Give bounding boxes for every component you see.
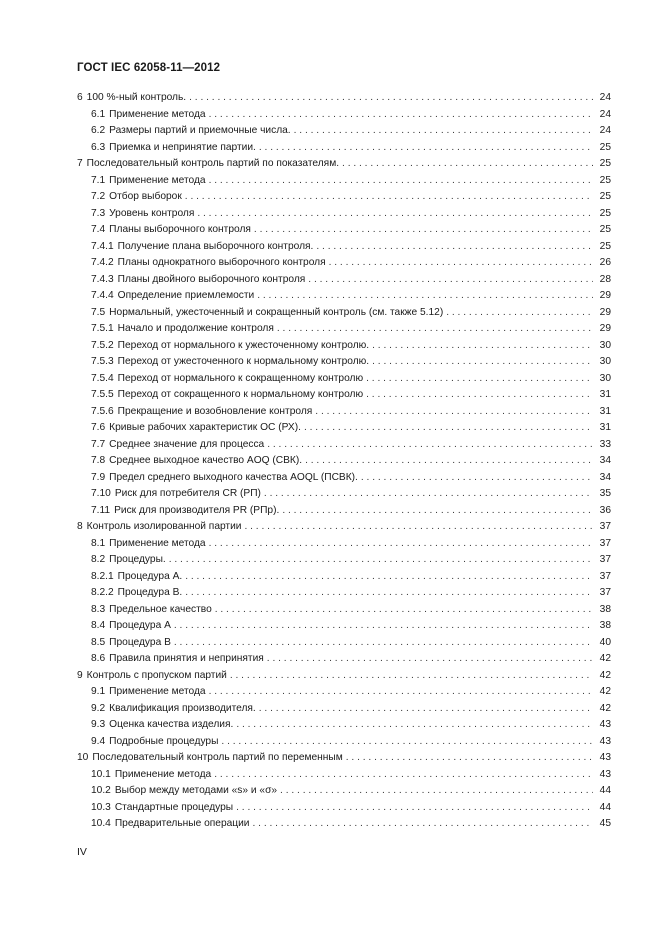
toc-leader-dots — [264, 486, 593, 503]
toc-entry-page: 25 — [599, 174, 611, 186]
toc-leader-dots — [372, 354, 593, 371]
toc-leader-dots — [236, 800, 593, 817]
toc-entry[interactable] — [77, 140, 611, 157]
toc-entry-number: 10 — [77, 752, 89, 763]
toc-entry-page: 25 — [599, 240, 611, 252]
toc-entry-number: 8.5 — [91, 636, 106, 648]
toc-entry-number: 7.5.3 — [91, 356, 114, 367]
toc-entry[interactable] — [77, 437, 611, 454]
toc-entry-number: 7.4.2 — [91, 257, 114, 268]
toc-entry-number: 7.4.3 — [91, 273, 114, 285]
toc-entry[interactable] — [77, 651, 611, 668]
toc-leader-dots — [209, 173, 593, 190]
toc-entry-number: 7.4.1 — [91, 240, 114, 252]
toc-leader-dots — [230, 668, 593, 685]
toc-leader-dots — [236, 717, 593, 734]
toc-entry-title: Переход от нормального к сокращенному контролю — [117, 372, 364, 384]
toc-leader-dots — [244, 519, 593, 536]
toc-entry[interactable] — [77, 107, 611, 124]
toc-entry-number: 9.1 — [91, 686, 106, 697]
toc-entry-title: Планы выборочного контроля — [109, 224, 251, 235]
toc-entry-page: 42 — [599, 686, 611, 697]
toc-entry[interactable] — [77, 354, 611, 371]
toc-entry[interactable] — [77, 470, 611, 487]
toc-entry-page: 30 — [599, 372, 611, 384]
toc-entry-number: 9.2 — [91, 702, 106, 714]
table-of-contents — [77, 90, 611, 833]
toc-entry-title: Размеры партий и приемочные числа. — [109, 125, 291, 136]
toc-entry-number: 7.11 — [91, 504, 111, 516]
toc-entry-number: 6.1 — [91, 108, 106, 120]
toc-entry-title: Отбор выборок — [109, 191, 182, 202]
toc-entry-title: Получение плана выборочного контроля. — [117, 240, 314, 252]
toc-leader-dots — [257, 288, 593, 305]
toc-entry-title: Применение метода — [109, 537, 206, 549]
toc-entry-number: 7.4.4 — [91, 290, 114, 301]
toc-leader-dots — [221, 734, 593, 751]
toc-entry-title: Последовательный контроль партий по переменным — [92, 752, 343, 763]
toc-entry-page: 38 — [599, 603, 611, 615]
toc-entry-title: Контроль с пропуском партий — [86, 669, 227, 681]
toc-entry-page: 25 — [599, 141, 611, 153]
toc-entry-title: Выбор между методами «s» и «σ» — [114, 785, 278, 796]
toc-entry[interactable] — [77, 123, 611, 140]
toc-entry-number: 6 — [77, 92, 83, 103]
toc-entry-title: Переход от ужесточенного к нормальному контролю. — [117, 356, 370, 367]
toc-entry-title: Уровень контроля — [109, 207, 195, 219]
toc-entry[interactable] — [77, 222, 611, 239]
toc-entry[interactable] — [77, 156, 611, 173]
toc-leader-dots — [215, 602, 593, 619]
toc-entry[interactable] — [77, 503, 611, 520]
toc-leader-dots — [267, 437, 593, 454]
toc-entry-page: 35 — [599, 488, 611, 499]
toc-entry-page: 31 — [599, 422, 611, 433]
toc-leader-dots — [361, 470, 593, 487]
toc-entry-page: 25 — [599, 207, 611, 219]
toc-entry-number: 8.3 — [91, 603, 106, 615]
toc-entry-number: 10.3 — [91, 801, 111, 813]
toc-entry-title: Контроль изолированной партии — [86, 521, 242, 532]
toc-entry-number: 9.3 — [91, 719, 106, 730]
toc-leader-dots — [280, 783, 593, 800]
toc-entry-number: 7.5 — [91, 306, 106, 318]
toc-leader-dots — [254, 222, 593, 239]
toc-entry-number: 7.6 — [91, 422, 106, 433]
toc-entry-title: Кривые рабочих характеристик ОС (РХ). — [109, 422, 301, 433]
toc-entry-title: Применение метода — [114, 768, 212, 780]
toc-entry-title: Определение приемлемости — [117, 290, 255, 301]
toc-entry[interactable] — [77, 701, 611, 718]
toc-entry[interactable] — [77, 305, 611, 322]
toc-leader-dots — [169, 552, 593, 569]
toc-entry-page: 34 — [599, 455, 611, 466]
toc-entry-page: 31 — [599, 389, 611, 400]
toc-entry[interactable] — [77, 800, 611, 817]
toc-leader-dots — [214, 767, 593, 784]
toc-entry-page: 42 — [599, 653, 611, 664]
toc-leader-dots — [366, 371, 593, 388]
toc-entry-number: 8.2.1 — [91, 570, 114, 582]
toc-entry-title: Риск для производителя PR (РПр). — [114, 504, 280, 516]
toc-entry-title: Предельное качество — [109, 603, 212, 615]
toc-leader-dots — [174, 618, 593, 635]
toc-entry[interactable] — [77, 816, 611, 833]
toc-leader-dots — [316, 239, 593, 256]
toc-entry-title: Процедура A — [109, 620, 171, 631]
toc-entry-number: 9 — [77, 669, 83, 681]
toc-entry-page: 24 — [599, 108, 611, 120]
toc-entry-page: 43 — [599, 752, 611, 763]
page-number-footer: IV — [77, 846, 87, 858]
toc-entry-number: 7.5.4 — [91, 372, 114, 384]
toc-entry[interactable] — [77, 684, 611, 701]
toc-entry[interactable] — [77, 206, 611, 223]
toc-leader-dots — [366, 387, 593, 404]
toc-entry[interactable] — [77, 189, 611, 206]
toc-leader-dots — [209, 684, 593, 701]
toc-entry[interactable] — [77, 453, 611, 470]
toc-leader-dots — [259, 701, 593, 718]
toc-leader-dots — [267, 651, 593, 668]
toc-entry[interactable] — [77, 321, 611, 338]
toc-entry[interactable] — [77, 486, 611, 503]
toc-entry-number: 9.4 — [91, 735, 106, 747]
toc-leader-dots — [259, 140, 593, 157]
toc-entry-page: 30 — [599, 339, 611, 351]
toc-entry-page: 34 — [599, 471, 611, 483]
toc-entry-title: Приемка и непринятие партии. — [109, 141, 256, 153]
toc-entry-title: Применение метода — [109, 108, 206, 120]
toc-entry-page: 44 — [599, 801, 611, 813]
toc-entry-page: 44 — [599, 785, 611, 796]
toc-leader-dots — [346, 750, 593, 767]
toc-entry-page: 36 — [599, 504, 611, 516]
toc-entry-page: 25 — [599, 224, 611, 235]
toc-entry[interactable] — [77, 635, 611, 652]
toc-entry[interactable] — [77, 734, 611, 751]
toc-entry-page: 24 — [599, 125, 611, 136]
toc-entry-page: 29 — [599, 306, 611, 318]
toc-entry-page: 31 — [599, 405, 611, 417]
toc-entry-number: 7.1 — [91, 174, 106, 186]
toc-entry-title: Планы однократного выборочного контроля — [117, 257, 326, 268]
toc-entry[interactable] — [77, 750, 611, 767]
toc-entry-title: Процедура B. — [117, 587, 183, 598]
toc-entry-number: 7.2 — [91, 191, 106, 202]
toc-entry-title: Оценка качества изделия. — [109, 719, 234, 730]
toc-entry-title: Риск для потребителя CR (РП) — [114, 488, 261, 499]
toc-entry-number: 8.4 — [91, 620, 106, 631]
toc-entry[interactable] — [77, 272, 611, 289]
toc-entry-number: 7.3 — [91, 207, 106, 219]
toc-leader-dots — [446, 305, 593, 322]
toc-entry-title: Переход от сокращенного к нормальному контролю — [117, 389, 364, 400]
toc-entry[interactable] — [77, 387, 611, 404]
toc-entry-page: 37 — [599, 521, 611, 532]
toc-leader-dots — [282, 503, 593, 520]
toc-entry[interactable] — [77, 767, 611, 784]
toc-entry-page: 33 — [599, 438, 611, 450]
toc-entry-page: 28 — [599, 273, 611, 285]
toc-entry-number: 6.2 — [91, 125, 106, 136]
toc-entry-number: 8.2.2 — [91, 587, 114, 598]
toc-entry-title: 100 %-ный контроль. — [86, 92, 187, 103]
toc-entry-title: Последовательный контроль партий по показателям. — [86, 158, 340, 169]
toc-entry-number: 7.4 — [91, 224, 106, 235]
toc-leader-dots — [372, 338, 593, 355]
toc-entry-title: Применение метода — [109, 686, 206, 697]
toc-leader-dots — [277, 321, 593, 338]
toc-entry-title: Применение метода — [109, 174, 206, 186]
toc-entry-title: Стандартные процедуры — [114, 801, 234, 813]
toc-entry-number: 8.2 — [91, 554, 106, 565]
toc-leader-dots — [185, 585, 593, 602]
toc-entry-title: Процедуры. — [109, 554, 166, 565]
toc-entry[interactable] — [77, 668, 611, 685]
toc-entry[interactable] — [77, 420, 611, 437]
toc-entry-page: 45 — [599, 818, 611, 829]
toc-entry[interactable] — [77, 536, 611, 553]
toc-entry-page: 29 — [599, 290, 611, 301]
toc-leader-dots — [197, 206, 593, 223]
document-header: ГОСТ IEC 62058-11—2012 — [77, 62, 221, 74]
toc-entry[interactable] — [77, 585, 611, 602]
toc-leader-dots — [185, 569, 593, 586]
toc-entry-page: 25 — [599, 158, 611, 169]
toc-leader-dots — [315, 404, 593, 421]
toc-entry-page: 26 — [599, 257, 611, 268]
toc-entry-page: 37 — [599, 570, 611, 582]
toc-entry-page: 25 — [599, 191, 611, 202]
toc-entry[interactable] — [77, 338, 611, 355]
toc-entry-title: Среднее выходное качество AOQ (СВК). — [109, 455, 303, 466]
toc-entry-page: 37 — [599, 537, 611, 549]
toc-entry[interactable] — [77, 90, 611, 107]
toc-entry-number: 7 — [77, 158, 83, 169]
toc-leader-dots — [304, 420, 593, 437]
toc-entry[interactable] — [77, 552, 611, 569]
toc-entry-title: Процедура B — [109, 636, 171, 648]
toc-leader-dots — [209, 536, 593, 553]
toc-entry-page: 43 — [599, 719, 611, 730]
toc-entry[interactable] — [77, 602, 611, 619]
toc-entry-number: 7.8 — [91, 455, 106, 466]
toc-leader-dots — [305, 453, 593, 470]
toc-entry-title: Подробные процедуры — [109, 735, 219, 747]
toc-entry[interactable] — [77, 239, 611, 256]
toc-entry-title: Планы двойного выборочного контроля — [117, 273, 306, 285]
toc-leader-dots — [185, 189, 593, 206]
toc-entry-title: Процедура A. — [117, 570, 183, 582]
toc-entry-page: 29 — [599, 323, 611, 334]
toc-entry-title: Переход от нормального к ужесточенному контролю. — [117, 339, 370, 351]
toc-leader-dots — [253, 816, 594, 833]
toc-entry[interactable] — [77, 288, 611, 305]
toc-entry-title: Начало и продолжение контроля — [117, 323, 274, 334]
toc-entry[interactable] — [77, 783, 611, 800]
toc-entry-number: 10.4 — [91, 818, 111, 829]
toc-entry-title: Среднее значение для процесса — [109, 438, 265, 450]
toc-entry-title: Прекращение и возобновление контроля — [117, 405, 313, 417]
toc-entry-page: 43 — [599, 768, 611, 780]
toc-leader-dots — [174, 635, 593, 652]
toc-entry[interactable] — [77, 404, 611, 421]
toc-entry[interactable] — [77, 618, 611, 635]
toc-leader-dots — [308, 272, 593, 289]
toc-entry-title: Нормальный, ужесточенный и сокращенный контроль (см. также 5.12) — [109, 306, 444, 318]
toc-entry-number: 10.2 — [91, 785, 111, 796]
toc-entry-title: Предел среднего выходного качества AOQL (ПСВК). — [109, 471, 358, 483]
toc-leader-dots — [209, 107, 593, 124]
toc-entry-number: 7.7 — [91, 438, 106, 450]
toc-entry-number: 7.5.5 — [91, 389, 114, 400]
toc-entry-number: 7.5.1 — [91, 323, 114, 334]
toc-leader-dots — [294, 123, 593, 140]
toc-leader-dots — [342, 156, 593, 173]
toc-entry[interactable] — [77, 255, 611, 272]
toc-entry-page: 37 — [599, 554, 611, 565]
toc-entry-page: 43 — [599, 735, 611, 747]
toc-entry-page: 24 — [599, 92, 611, 103]
toc-leader-dots — [329, 255, 593, 272]
toc-entry-number: 7.5.6 — [91, 405, 114, 417]
toc-entry-page: 30 — [599, 356, 611, 367]
toc-entry-page: 42 — [599, 702, 611, 714]
toc-entry-number: 7.10 — [91, 488, 111, 499]
toc-entry-page: 40 — [599, 636, 611, 648]
toc-entry-page: 37 — [599, 587, 611, 598]
toc-entry[interactable] — [77, 371, 611, 388]
toc-entry-title: Предварительные операции — [114, 818, 250, 829]
toc-entry[interactable] — [77, 173, 611, 190]
toc-entry-number: 6.3 — [91, 141, 106, 153]
toc-entry-number: 8 — [77, 521, 83, 532]
toc-entry[interactable] — [77, 569, 611, 586]
toc-entry-title: Правила принятия и непринятия — [109, 653, 264, 664]
toc-entry-page: 38 — [599, 620, 611, 631]
toc-entry-page: 42 — [599, 669, 611, 681]
toc-entry-number: 7.5.2 — [91, 339, 114, 351]
toc-entry-number: 8.1 — [91, 537, 106, 549]
toc-entry-title: Квалификация производителя. — [109, 702, 256, 714]
toc-entry[interactable] — [77, 519, 611, 536]
toc-entry[interactable] — [77, 717, 611, 734]
toc-entry-number: 8.6 — [91, 653, 106, 664]
toc-leader-dots — [189, 90, 593, 107]
toc-entry-number: 7.9 — [91, 471, 106, 483]
toc-entry-number: 10.1 — [91, 768, 111, 780]
